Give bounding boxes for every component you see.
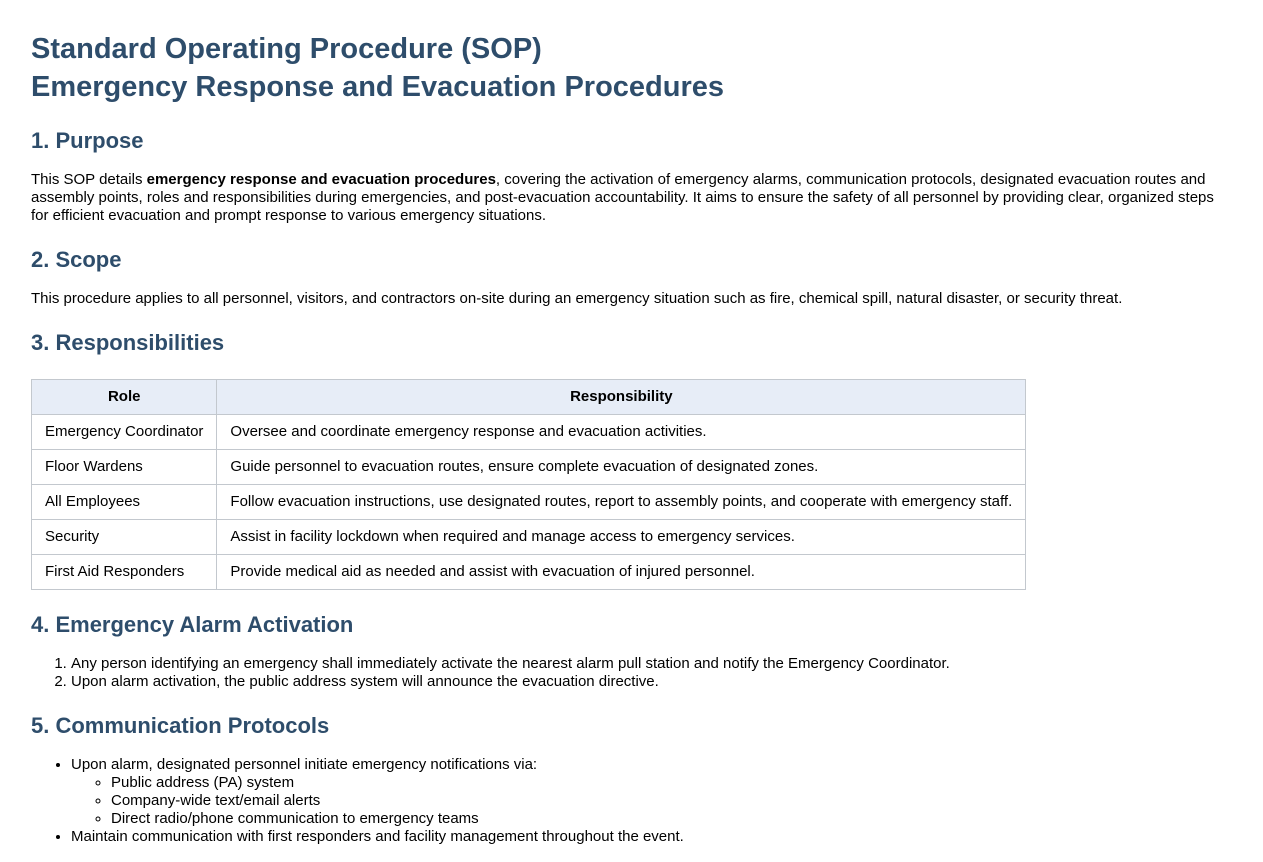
- responsibility-cell: Oversee and coordinate emergency response and evacuation activities.: [217, 415, 1026, 450]
- table-row: [32, 555, 1026, 590]
- purpose-paragraph: [31, 171, 1233, 225]
- role-cell: All Employees: [32, 485, 217, 520]
- table-header-row: [32, 380, 1026, 415]
- scope-paragraph: This procedure applies to all personnel, visitors, and contractors on-site during an emergency situation such as fire, chemical spill, natural disaster, or security threat.: [31, 290, 1123, 307]
- responsibilities-table: [31, 379, 1026, 590]
- table-row: [32, 485, 1026, 520]
- sub-list-item: ◦ Direct radio/phone communication to emergency teams: [111, 810, 1233, 828]
- document-title-line1: Standard Operating Procedure (SOP): [31, 33, 542, 65]
- table-row: [32, 415, 1026, 450]
- section-heading-communication: 5. Communication Protocols: [31, 713, 330, 738]
- purpose-text-bold: emergency response and evacuation procedures: [146, 171, 496, 188]
- list-item: 1. Any person identifying an emergency shall immediately activate the nearest alarm pull station and notify the Emergency Coordinator.: [71, 655, 1233, 673]
- section-heading-purpose: 1. Purpose: [31, 128, 144, 153]
- responsibility-cell: Provide medical aid as needed and assist with evacuation of injured personnel.: [217, 555, 1026, 590]
- role-cell: Security: [32, 520, 217, 555]
- section-heading-scope: 2. Scope: [31, 247, 122, 272]
- section-heading-responsibilities: 3. Responsibilities: [31, 330, 225, 355]
- role-cell: First Aid Responders: [32, 555, 217, 590]
- role-cell: Floor Wardens: [32, 450, 217, 485]
- table-header-responsibility: Responsibility: [217, 380, 1026, 415]
- responsibility-cell: Guide personnel to evacuation routes, ensure complete evacuation of designated zones.: [217, 450, 1026, 485]
- responsibility-cell: Follow evacuation instructions, use designated routes, report to assembly points, and cooperate with emergency staff.: [217, 485, 1026, 520]
- purpose-text-start: This SOP details: [31, 171, 147, 188]
- list-item: [71, 756, 1233, 828]
- sub-list-item: ◦ Company-wide text/email alerts: [111, 792, 1233, 810]
- table-header-role: Role: [32, 380, 217, 415]
- responsibility-cell: Assist in facility lockdown when required and manage access to emergency services.: [217, 520, 1026, 555]
- communication-bullet1-text: Upon alarm, designated personnel initiate emergency notifications via:: [71, 756, 538, 773]
- sub-list-item: ◦ Public address (PA) system: [111, 774, 1233, 792]
- communication-list: [31, 756, 1233, 846]
- list-item: • Maintain communication with first responders and facility management throughout the event.: [71, 828, 1233, 846]
- alarm-activation-list: [31, 655, 1233, 691]
- list-item: 2. Upon alarm activation, the public address system will announce the evacuation directive.: [71, 673, 1233, 691]
- document-title: [31, 30, 1233, 106]
- role-cell: Emergency Coordinator: [32, 415, 217, 450]
- notification-channels-sublist: [71, 774, 1233, 828]
- sop-document: [31, 30, 1233, 846]
- table-row: [32, 520, 1026, 555]
- table-row: [32, 450, 1026, 485]
- purpose-text-end: , covering the activation of emergency alarms, communication protocols, designated evacuation routes and assembly points, roles and responsibilities during emergencies, and post-evacuation accountability. It aims to ensure the safety of all personnel by providing clear, organized steps for efficient evacuation and prompt response to various emergency situations.: [31, 171, 1214, 224]
- document-title-line2: Emergency Response and Evacuation Procedures: [31, 71, 725, 103]
- section-heading-alarm-activation: 4. Emergency Alarm Activation: [31, 612, 354, 637]
